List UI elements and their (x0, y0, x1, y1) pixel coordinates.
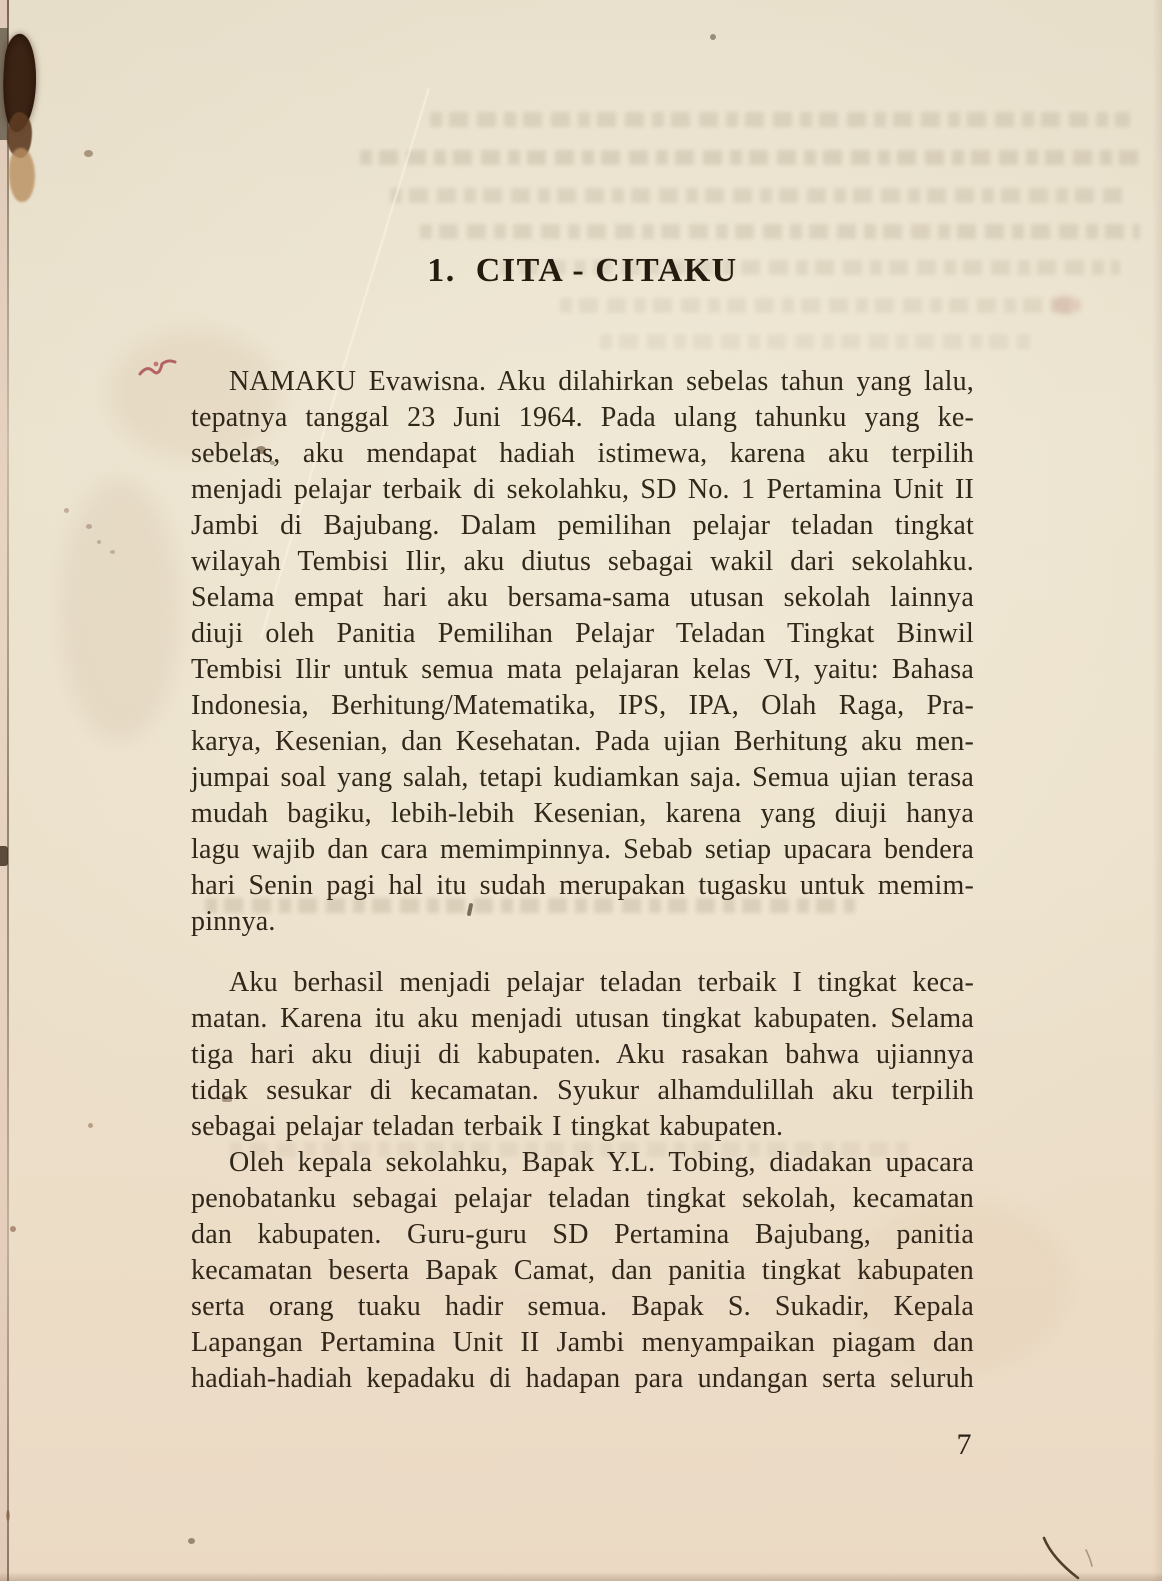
text-line: penobatanku sebagai pelajar teladan tingkat sekolah, kecamatan (191, 1183, 974, 1214)
text-line: tepatnya tanggal 23 Juni 1964. Pada ulang tahunku yang ke- (191, 402, 974, 433)
text-line: diuji oleh Panitia Pemilihan Pelajar Teladan Tingkat Binwil (191, 618, 974, 649)
text-line: menjadi pelajar terbaik di sekolahku, SD No. 1 Pertamina Unit II (191, 474, 974, 505)
text-line: kecamatan beserta Bapak Camat, dan panitia tingkat kabupaten (191, 1255, 974, 1286)
paper-speck (188, 1538, 195, 1544)
page-number: 7 (956, 1428, 972, 1461)
text-line: Oleh kepala sekolahku, Bapak Y.L. Tobing, diadakan upacara (229, 1147, 974, 1178)
text-line: Jambi di Bajubang. Dalam pemilihan pelajar teladan tingkat (191, 510, 974, 541)
text-line: sebelas, aku mendapat hadiah istimewa, karena aku terpilih (191, 438, 974, 469)
text-line: matan. Karena itu aku menjadi utusan tingkat kabupaten. Selama (191, 1003, 974, 1034)
text-line: Lapangan Pertamina Unit II Jambi menyampaikan piagam dan (191, 1327, 974, 1358)
paper-speck (110, 550, 115, 554)
text-line: NAMAKU Evawisna. Aku dilahirkan sebelas tahun yang lalu, (229, 366, 974, 397)
text-line: Indonesia, Berhitung/Matematika, IPS, IPA, Olah Raga, Pra- (191, 690, 974, 721)
text-line: Tembisi Ilir untuk semua mata pelajaran kelas VI, yaitu: Bahasa (191, 654, 974, 685)
paragraph (191, 1145, 974, 1397)
text-line: dan kabupaten. Guru-guru SD Pertamina Bajubang, panitia (191, 1219, 974, 1250)
text-line: tiga hari aku diuji di kabupaten. Aku rasakan bahwa ujiannya (191, 1039, 974, 1070)
paper-speck (710, 34, 716, 40)
paper-stain (60, 480, 180, 740)
paper-speck (86, 524, 92, 529)
text-line: lagu wajib dan cara memimpinnya. Sebab setiap upacara bendera (191, 834, 974, 865)
paragraph (191, 364, 974, 940)
text-line: sebagai pelajar teladan terbaik I tingkat kabupaten. (191, 1111, 784, 1142)
text-line: Aku berhasil menjadi pelajar teladan terbaik I tingkat keca- (229, 967, 974, 998)
pink-smudge (1052, 296, 1080, 314)
binding-crease-line (7, 0, 9, 1581)
paper-speck (6, 1510, 10, 1521)
paper-speck (64, 508, 69, 513)
paper-speck (88, 1123, 93, 1128)
text-line: pinnya. (191, 906, 276, 937)
chapter-title: 1. CITA - CITAKU (427, 252, 738, 289)
text-line: hadiah-hadiah kepadaku di hadapan para undangan serta seluruh (191, 1363, 974, 1394)
red-pen-mark (134, 350, 190, 384)
body-text (191, 364, 974, 1397)
text-line: hari Senin pagi hal itu sudah merupakan tugasku untuk memim- (191, 870, 974, 901)
text-line: serta orang tuaku hadir semua. Bapak S. Sukadir, Kepala (191, 1291, 974, 1322)
paper-speck (97, 540, 101, 544)
paper-speck (84, 150, 93, 157)
text-line: wilayah Tembisi Ilir, aku diutus sebagai wakil dari sekolahku. (191, 546, 974, 577)
text-line: karya, Kesenian, dan Kesehatan. Pada ujian Berhitung aku men- (191, 726, 974, 757)
edge-tick-mark (0, 846, 8, 866)
paper-speck (10, 1226, 16, 1232)
text-line: tidak sesukar di kecamatan. Syukur alhamdulillah aku terpilih (191, 1075, 974, 1106)
text-line: mudah bagiku, lebih-lebih Kesenian, karena yang diuji hanya (191, 798, 974, 829)
page-bottom-edge-shadow (0, 1572, 1162, 1581)
paragraph (191, 965, 974, 1145)
page-left-edge (0, 0, 7, 1581)
page-right-edge-shadow (1152, 0, 1162, 1581)
text-line: Selama empat hari aku bersama-sama utusan sekolah lainnya (191, 582, 974, 613)
text-line: jumpai soal yang salah, tetapi kudiamkan saja. Semua ujian terasa (191, 762, 974, 793)
ink-stain-top-left (9, 148, 35, 202)
